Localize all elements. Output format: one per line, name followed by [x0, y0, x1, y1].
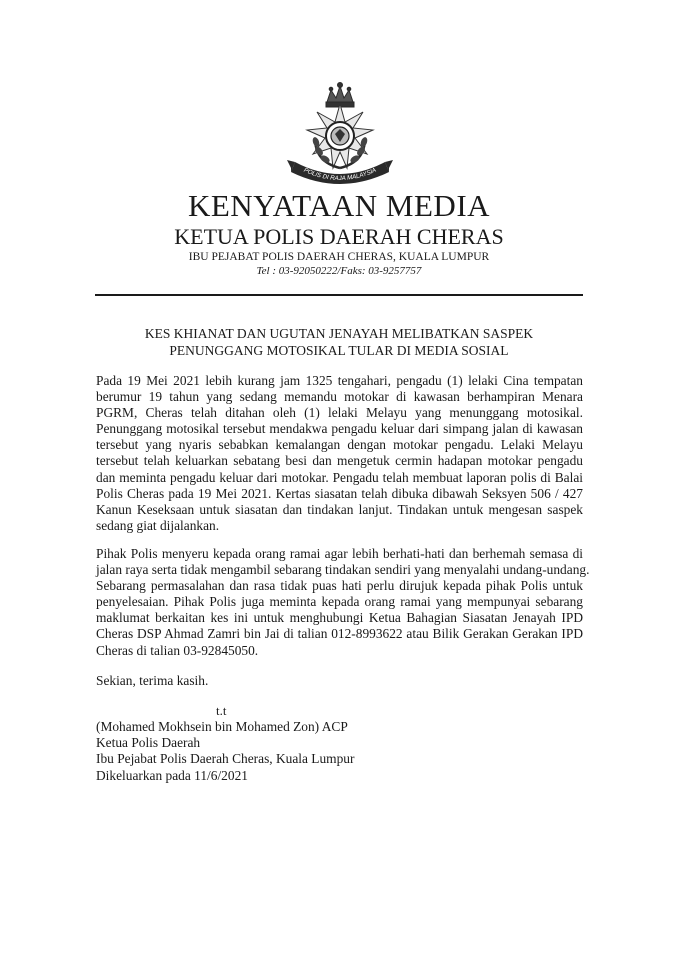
signature-block [96, 719, 354, 784]
issue-date: Dikeluarkan pada 11/6/2021 [96, 767, 248, 783]
office-address: IBU PEJABAT POLIS DAERAH CHERAS, KUALA LUMPUR [188, 251, 490, 263]
paragraph-line: Sebarang permasalahan dan rasa tidak puas hati perlu dirujuk kepada pihak Polis untuk [96, 578, 583, 594]
paragraph-line: Cheras di talian 03-92845050. [96, 642, 259, 658]
contact-line: Tel : 03-92050222/Faks: 03-9257757 [256, 265, 422, 277]
subject-heading [0, 325, 678, 359]
subject-line-2: PENUNGGANG MOTOSIKAL TULAR DI MEDIA SOSIAL [169, 343, 509, 358]
document-subtitle: KETUA POLIS DAERAH CHERAS [174, 224, 504, 249]
signatory-name: (Mohamed Mokhsein bin Mohamed Zon) ACP [96, 719, 348, 734]
paragraph-line: PGRM, Cheras telah ditahan oleh (1) lelaki Melayu yang menunggang motosikal. [96, 405, 583, 421]
paragraph-line: Polis Cheras pada 19 Mei 2021. Kertas siasatan telah dibuka dibawah Seksyen 506 / 427 [96, 485, 583, 501]
paragraph-line: Penunggang motosikal tersebut mendakwa pengadu keluar dari simpang jalan di kawasan [96, 421, 583, 437]
document-title: KENYATAAN MEDIA [187, 188, 491, 223]
paragraph-line: penyelesaian. Pihak Polis juga meminta kepada orang ramai yang mempunyai sebarang [96, 594, 583, 610]
paragraph-line: dan meminta pengadu keluar dari motokar. Pengadu telah membuat laporan polis di Balai [96, 469, 583, 485]
body-paragraph-2 [96, 546, 590, 659]
paragraph-line: tersebut telah keluarkan sebatang besi dan mengetuk cermin hadapan motokar pengadu [96, 453, 583, 469]
paragraph-line: berumur 19 tahun yang sedang memandu motokar di kawasan berhampiran Menara [96, 389, 583, 405]
closing-line: Sekian, terima kasih. [96, 673, 209, 688]
header-divider [95, 294, 583, 296]
signatory-position: Ketua Polis Daerah [96, 735, 201, 751]
body-paragraph-1 [96, 373, 583, 534]
crest-ribbon-text: POLIS DI RAJA MALAYSIA [302, 166, 378, 183]
subject-line-1: KES KHIANAT DAN UGUTAN JENAYAH MELIBATKAN SASPEK [144, 326, 534, 341]
signatory-office: Ibu Pejabat Polis Daerah Cheras, Kuala Lumpur [96, 751, 355, 767]
paragraph-line: tersebut yang nyaris sebabkan kemalangan dengan motokar pengadu. Lelaki Melayu [96, 437, 583, 453]
paragraph-line: Pada 19 Mei 2021 lebih kurang jam 1325 tengahari, pengadu (1) lelaki Cina tempatan [96, 373, 583, 388]
paragraph-line: Kanun Keseksaan untuk siasatan dan tindakan lanjut. Tindakan untuk mengesan saspek [96, 501, 583, 517]
paragraph-line: Pihak Polis menyeru kepada orang ramai agar lebih berhati-hati dan berhemah semasa di [96, 546, 583, 561]
paragraph-line: Cheras DSP Ahmad Zamri bin Jai di talian 012-8993622 atau Bilik Gerakan Gerakan IPD [96, 626, 583, 642]
paragraph-line: sedang giat dijalankan. [96, 517, 220, 533]
royal-malaysia-police-crest-icon [285, 78, 395, 190]
signature-mark: t.t [216, 703, 227, 718]
paragraph-line: jalan raya serta tidak mengambil sebarang tindakan sendiri yang menyalahi undang-undang. [96, 562, 590, 578]
paragraph-line: maklumat berkaitan kes ini untuk menghubungi Ketua Bahagian Siasatan Jenayah IPD [96, 610, 583, 626]
